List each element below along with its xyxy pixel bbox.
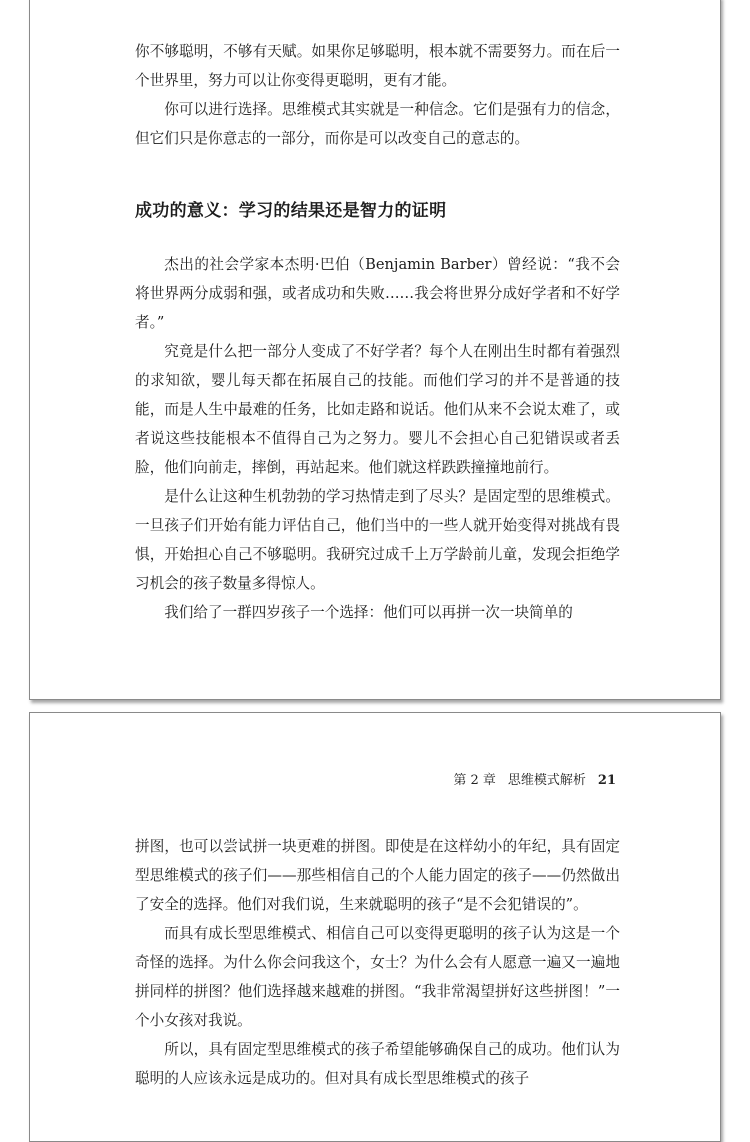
chapter-title: 思维模式解析 [507, 773, 586, 788]
paragraph: 所以，具有固定型思维模式的孩子希望能够确保自己的成功。他们认为聪明的人应该永远是成功的。但对具有成长型思维模式的孩子 [135, 1041, 620, 1087]
paragraph: 你不够聪明，不够有天赋。如果你足够聪明，根本就不需要努力。而在后一个世界里，努力可以让你变得更聪明，更有才能。 [135, 43, 620, 89]
paragraph: 是什么让这种生机勃勃的学习热情走到了尽头？是固定型的思维模式。一旦孩子们开始有能力评估自己，他们当中的一些人就开始变得对挑战有畏惧，开始担心自己不够聪明。我研究过成千上万学龄前儿童，发现会拒绝学习机会的孩子数量多得惊人。 [135, 488, 620, 592]
paragraph: 究竟是什么把一部分人变成了不好学者？每个人在刚出生时都有着强烈的求知欲，婴儿每天都在拓展自己的技能。而他们学习的并不是普通的技能，而是人生中最难的任务，比如走路和说话。他们从来不会说太难了，或者说这些技能根本不值得自己为之努力。婴儿不会担心自己犯错误或者丢脸，他们向前走，摔倒，再站起来。他们就这样跌跌撞撞地前行。 [135, 343, 620, 476]
running-head [453, 771, 616, 791]
upper-page-text [135, 37, 620, 627]
paragraph: 而具有成长型思维模式、相信自己可以变得更聪明的孩子认为这是一个奇怪的选择。为什么你会问我这个，女士？为什么会有人愿意一遍又一遍地拼同样的拼图？他们选择越来越难的拼图。“我非常渴望拼好这些拼图！”一个小女孩对我说。 [135, 925, 620, 1029]
paragraph: 你可以进行选择。思维模式其实就是一种信念。它们是强有力的信念，但它们只是你意志的一部分，而你是可以改变自己的意志的。 [135, 101, 620, 147]
section-heading: 成功的意义：学习的结果还是智力的证明 [135, 201, 447, 221]
paragraph: 我们给了一群四岁孩子一个选择：他们可以再拼一次一块简单的 [164, 604, 573, 621]
paragraph: 杰出的社会学家本杰明·巴伯（Benjamin Barber）曾经说：“我不会将世界两分成弱和强，或者成功和失败……我会将世界分成好学者和不好学者。” [135, 256, 620, 331]
lower-book-page [29, 712, 721, 1142]
chapter-label: 第 2 章 [453, 773, 496, 788]
lower-page-text [135, 832, 620, 1093]
paragraph: 拼图，也可以尝试拼一块更难的拼图。即使是在这样幼小的年纪，具有固定型思维模式的孩子们——那些相信自己的个人能力固定的孩子——仍然做出了安全的选择。他们对我们说，生来就聪明的孩子“是不会犯错误的”。 [135, 838, 620, 913]
page-number: 21 [597, 773, 616, 788]
upper-book-page [29, 0, 721, 700]
